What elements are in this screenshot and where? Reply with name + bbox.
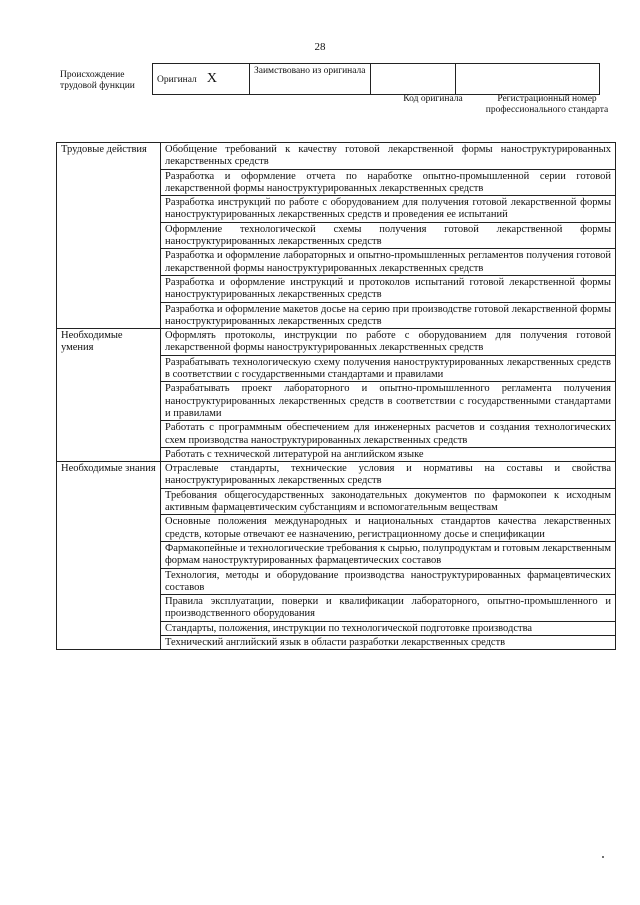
section-item: Технический английский язык в области разработки лекарственных средств bbox=[161, 635, 616, 649]
section-item: Разрабатывать проект лабораторного и опытно-промышленного регламента получения наноструктурированных лекарственных средств в соответствии с государственными стандартами и правилами bbox=[161, 382, 616, 421]
table-row bbox=[57, 329, 616, 356]
section-item: Оформление технологической схемы получения готовой лекарственной формы наноструктурированных лекарственных средств bbox=[161, 222, 616, 249]
section-item: Работать с технической литературой на английском языке bbox=[161, 447, 616, 461]
code-label: Код оригинала bbox=[403, 94, 463, 104]
section-item: Разработка и оформление инструкций и протоколов испытаний готовой лекарственной формы наноструктурированных лекарственных средств bbox=[161, 275, 616, 302]
reg-number-label: Регистрационный номер профессионального стандарта bbox=[485, 94, 609, 115]
section-item: Разработка и оформление макетов досье на серию при производстве готовой лекарственной формы наноструктурированных лекарственных средств bbox=[161, 302, 616, 329]
section-item: Разработка и оформление отчета по наработке опытно-промышленной серии готовой лекарственной формы наноструктурированных лекарственных средств bbox=[161, 169, 616, 196]
original-mark: X bbox=[206, 70, 217, 86]
table-row bbox=[57, 462, 616, 489]
section-item: Разработка и оформление лабораторных и опытно-промышленных регламентов получения готовой лекарственной формы наноструктурированных лекарственных средств bbox=[161, 249, 616, 276]
origin-table bbox=[152, 63, 600, 95]
section-title: Необходимые знания bbox=[57, 462, 161, 650]
section-item: Отраслевые стандарты, технические условия и нормативы на составы и свойства наноструктурированных лекарственных средств bbox=[161, 462, 616, 489]
section-item: Оформлять протоколы, инструкции по работе с оборудованием для получения готовой лекарственной формы наноструктурированных лекарственных средств bbox=[161, 329, 616, 356]
original-label: Оригинал bbox=[157, 74, 197, 85]
code-cell bbox=[371, 64, 456, 95]
labor-function-table bbox=[56, 142, 616, 650]
section-item: Обобщение требований к качеству готовой лекарственной формы наноструктурированных лекарственных средств bbox=[161, 143, 616, 170]
scan-speck bbox=[602, 856, 604, 858]
section-item: Стандарты, положения, инструкции по технологической подготовке производства bbox=[161, 621, 616, 635]
page-number: 28 bbox=[314, 41, 326, 53]
reg-number-cell bbox=[456, 64, 600, 95]
origin-label: Происхождение трудовой функции bbox=[60, 70, 135, 91]
section-item: Разрабатывать технологическую схему получения наноструктурированных лекарственных средств в соответствии с государственными стандартами и правилами bbox=[161, 355, 616, 382]
section-item: Работать с программным обеспечением для инженерных расчетов и создания технологических схем производства наноструктурированных лекарственных средств bbox=[161, 421, 616, 448]
section-item: Фармакопейные и технологические требования к сырью, полупродуктам и готовым лекарственным формам наноструктурированных фармацевтических составов bbox=[161, 541, 616, 568]
section-item: Основные положения международных и национальных стандартов качества лекарственных средств, которые отвечают ее назначению, регистрационному досье и спецификации bbox=[161, 515, 616, 542]
section-title: Трудовые действия bbox=[57, 143, 161, 329]
borrowed-cell: Заимствовано из оригинала bbox=[250, 64, 371, 95]
original-cell bbox=[153, 64, 250, 95]
section-item: Технология, методы и оборудование производства наноструктурированных фармацевтических составов bbox=[161, 568, 616, 595]
section-title: Необходимые умения bbox=[57, 329, 161, 462]
table-row bbox=[57, 143, 616, 170]
section-item: Требования общегосударственных законодательных документов по фармокопеи к исходным активным фармацевтическим субстанциям и вспомогательным веществам bbox=[161, 488, 616, 515]
section-item: Правила эксплуатации, поверки и квалификации лабораторного, опытно-промышленного и производственного оборудования bbox=[161, 595, 616, 622]
section-item: Разработка инструкций по работе с оборудованием для получения готовой лекарственной формы наноструктурированных лекарственных средств и проведения ее испытаний bbox=[161, 196, 616, 223]
